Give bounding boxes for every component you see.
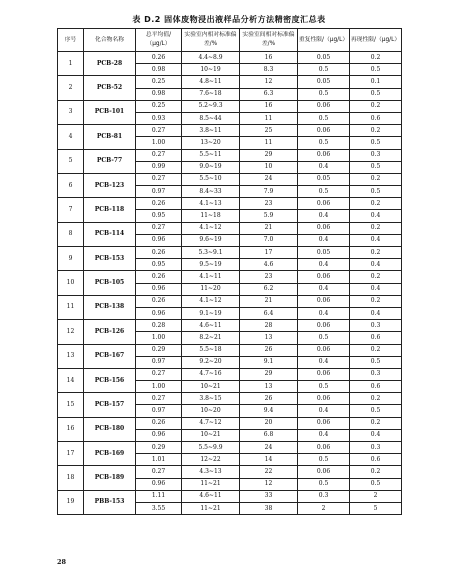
mean-value: 0.99 xyxy=(136,161,182,173)
intra-lab-rsd: 5.2~9.3 xyxy=(182,100,240,112)
table-row xyxy=(58,344,402,356)
mean-value: 1.00 xyxy=(136,137,182,149)
reproducibility-limit: 0.5 xyxy=(350,405,402,417)
repeatability-limit: 0.06 xyxy=(298,320,350,332)
intra-lab-rsd: 5.5~9.9 xyxy=(182,442,240,454)
repeatability-limit: 0.06 xyxy=(298,222,350,234)
inter-lab-rsd: 6.2 xyxy=(240,283,298,295)
repeatability-limit: 0.4 xyxy=(298,429,350,441)
mean-value: 0.95 xyxy=(136,259,182,271)
intra-lab-rsd: 4.3~13 xyxy=(182,466,240,478)
inter-lab-rsd: 23 xyxy=(240,198,298,210)
reproducibility-limit: 5 xyxy=(350,502,402,514)
mean-value: 0.27 xyxy=(136,149,182,161)
intra-lab-rsd: 4.6~11 xyxy=(182,490,240,502)
header-repeatability: 重复性限/（μg/L） xyxy=(298,29,350,52)
compound-name: PCB-156 xyxy=(84,368,136,392)
mean-value: 0.96 xyxy=(136,478,182,490)
reproducibility-limit: 0.2 xyxy=(350,344,402,356)
compound-name: PCB-169 xyxy=(84,442,136,466)
repeatability-limit: 0.06 xyxy=(298,295,350,307)
mean-value: 0.96 xyxy=(136,307,182,319)
inter-lab-rsd: 26 xyxy=(240,344,298,356)
repeatability-limit: 0.4 xyxy=(298,405,350,417)
mean-value: 1.00 xyxy=(136,381,182,393)
repeatability-limit: 0.05 xyxy=(298,52,350,64)
inter-lab-rsd: 38 xyxy=(240,502,298,514)
row-index: 11 xyxy=(58,295,84,319)
repeatability-limit: 0.05 xyxy=(298,76,350,88)
reproducibility-limit: 0.5 xyxy=(350,88,402,100)
mean-value: 0.26 xyxy=(136,247,182,259)
repeatability-limit: 0.06 xyxy=(298,417,350,429)
mean-value: 0.96 xyxy=(136,234,182,246)
reproducibility-limit: 0.2 xyxy=(350,271,402,283)
repeatability-limit: 0.4 xyxy=(298,259,350,271)
reproducibility-limit: 0.1 xyxy=(350,76,402,88)
inter-lab-rsd: 6.3 xyxy=(240,88,298,100)
reproducibility-limit: 0.5 xyxy=(350,161,402,173)
reproducibility-limit: 0.4 xyxy=(350,307,402,319)
table-row xyxy=(58,295,402,307)
inter-lab-rsd: 10 xyxy=(240,161,298,173)
inter-lab-rsd: 22 xyxy=(240,466,298,478)
inter-lab-rsd: 11 xyxy=(240,137,298,149)
compound-name: PBB-153 xyxy=(84,490,136,514)
table-header-row xyxy=(58,29,402,52)
compound-name: PCB-52 xyxy=(84,76,136,100)
reproducibility-limit: 0.6 xyxy=(350,112,402,124)
mean-value: 0.26 xyxy=(136,417,182,429)
intra-lab-rsd: 4.1~12 xyxy=(182,222,240,234)
compound-name: PCB-105 xyxy=(84,271,136,295)
table-row xyxy=(58,125,402,137)
intra-lab-rsd: 5.5~10 xyxy=(182,173,240,185)
repeatability-limit: 0.06 xyxy=(298,442,350,454)
repeatability-limit: 0.06 xyxy=(298,344,350,356)
inter-lab-rsd: 7.9 xyxy=(240,186,298,198)
table-title: 表 D.2 固体废物浸出液样品分析方法精密度汇总表 xyxy=(132,15,326,24)
row-index: 6 xyxy=(58,173,84,197)
mean-value: 0.97 xyxy=(136,405,182,417)
inter-lab-rsd: 7.0 xyxy=(240,234,298,246)
header-compound: 化合物名称 xyxy=(84,29,136,52)
mean-value: 0.96 xyxy=(136,283,182,295)
table-row xyxy=(58,52,402,64)
inter-lab-rsd: 8.3 xyxy=(240,64,298,76)
inter-lab-rsd: 14 xyxy=(240,454,298,466)
inter-lab-rsd: 6.4 xyxy=(240,307,298,319)
intra-lab-rsd: 4.4~8.9 xyxy=(182,52,240,64)
mean-value: 1.00 xyxy=(136,332,182,344)
reproducibility-limit: 0.6 xyxy=(350,454,402,466)
inter-lab-rsd: 25 xyxy=(240,125,298,137)
intra-lab-rsd: 8.5~44 xyxy=(182,112,240,124)
reproducibility-limit: 0.6 xyxy=(350,332,402,344)
header-intra-rsd: 实验室内相对标准偏差/% xyxy=(182,29,240,52)
intra-lab-rsd: 4.8~11 xyxy=(182,76,240,88)
intra-lab-rsd: 10~19 xyxy=(182,64,240,76)
mean-value: 0.26 xyxy=(136,295,182,307)
inter-lab-rsd: 29 xyxy=(240,368,298,380)
mean-value: 0.27 xyxy=(136,393,182,405)
repeatability-limit: 0.06 xyxy=(298,271,350,283)
inter-lab-rsd: 16 xyxy=(240,100,298,112)
intra-lab-rsd: 8.4~33 xyxy=(182,186,240,198)
row-index: 8 xyxy=(58,222,84,246)
reproducibility-limit: 2 xyxy=(350,490,402,502)
table-row xyxy=(58,222,402,234)
intra-lab-rsd: 4.7~12 xyxy=(182,417,240,429)
reproducibility-limit: 0.2 xyxy=(350,125,402,137)
reproducibility-limit: 0.5 xyxy=(350,478,402,490)
inter-lab-rsd: 12 xyxy=(240,478,298,490)
precision-table xyxy=(57,28,402,515)
mean-value: 0.26 xyxy=(136,271,182,283)
repeatability-limit: 0.5 xyxy=(298,64,350,76)
repeatability-limit: 0.5 xyxy=(298,186,350,198)
mean-value: 0.97 xyxy=(136,186,182,198)
row-index: 19 xyxy=(58,490,84,514)
intra-lab-rsd: 9.1~19 xyxy=(182,307,240,319)
repeatability-limit: 0.5 xyxy=(298,88,350,100)
intra-lab-rsd: 10~20 xyxy=(182,405,240,417)
table-row xyxy=(58,466,402,478)
reproducibility-limit: 0.5 xyxy=(350,356,402,368)
repeatability-limit: 2 xyxy=(298,502,350,514)
repeatability-limit: 0.5 xyxy=(298,381,350,393)
reproducibility-limit: 0.5 xyxy=(350,64,402,76)
header-inter-rsd: 实验室间相对标准偏差/% xyxy=(240,29,298,52)
inter-lab-rsd: 4.6 xyxy=(240,259,298,271)
reproducibility-limit: 0.4 xyxy=(350,234,402,246)
intra-lab-rsd: 11~18 xyxy=(182,210,240,222)
mean-value: 0.26 xyxy=(136,52,182,64)
reproducibility-limit: 0.2 xyxy=(350,52,402,64)
table-row xyxy=(58,417,402,429)
repeatability-limit: 0.4 xyxy=(298,210,350,222)
compound-name: PCB-114 xyxy=(84,222,136,246)
row-index: 18 xyxy=(58,466,84,490)
repeatability-limit: 0.06 xyxy=(298,466,350,478)
inter-lab-rsd: 13 xyxy=(240,381,298,393)
inter-lab-rsd: 16 xyxy=(240,52,298,64)
mean-value: 0.25 xyxy=(136,76,182,88)
inter-lab-rsd: 9.4 xyxy=(240,405,298,417)
repeatability-limit: 0.5 xyxy=(298,478,350,490)
intra-lab-rsd: 9.2~20 xyxy=(182,356,240,368)
repeatability-limit: 0.5 xyxy=(298,454,350,466)
row-index: 17 xyxy=(58,442,84,466)
repeatability-limit: 0.5 xyxy=(298,332,350,344)
intra-lab-rsd: 13~20 xyxy=(182,137,240,149)
mean-value: 0.96 xyxy=(136,429,182,441)
row-index: 2 xyxy=(58,76,84,100)
table-row xyxy=(58,173,402,185)
compound-name: PCB-123 xyxy=(84,173,136,197)
intra-lab-rsd: 3.8~11 xyxy=(182,125,240,137)
intra-lab-rsd: 5.5~18 xyxy=(182,344,240,356)
mean-value: 3.55 xyxy=(136,502,182,514)
compound-name: PCB-81 xyxy=(84,125,136,149)
mean-value: 1.11 xyxy=(136,490,182,502)
table-row xyxy=(58,368,402,380)
reproducibility-limit: 0.3 xyxy=(350,368,402,380)
row-index: 5 xyxy=(58,149,84,173)
inter-lab-rsd: 26 xyxy=(240,393,298,405)
compound-name: PCB-180 xyxy=(84,417,136,441)
repeatability-limit: 0.06 xyxy=(298,393,350,405)
reproducibility-limit: 0.5 xyxy=(350,186,402,198)
header-reproducibility: 再现性限/（μg/L） xyxy=(350,29,402,52)
intra-lab-rsd: 5.3~9.1 xyxy=(182,247,240,259)
inter-lab-rsd: 9.1 xyxy=(240,356,298,368)
mean-value: 0.97 xyxy=(136,356,182,368)
inter-lab-rsd: 21 xyxy=(240,222,298,234)
reproducibility-limit: 0.5 xyxy=(350,137,402,149)
inter-lab-rsd: 23 xyxy=(240,271,298,283)
intra-lab-rsd: 4.1~13 xyxy=(182,198,240,210)
inter-lab-rsd: 33 xyxy=(240,490,298,502)
table-row xyxy=(58,490,402,502)
page-number: 28 xyxy=(57,558,67,566)
intra-lab-rsd: 11~20 xyxy=(182,283,240,295)
table-row xyxy=(58,320,402,332)
reproducibility-limit: 0.2 xyxy=(350,173,402,185)
compound-name: PCB-28 xyxy=(84,52,136,76)
intra-lab-rsd: 4.1~11 xyxy=(182,271,240,283)
intra-lab-rsd: 9.0~19 xyxy=(182,161,240,173)
repeatability-limit: 0.3 xyxy=(298,490,350,502)
mean-value: 0.27 xyxy=(136,368,182,380)
compound-name: PCB-189 xyxy=(84,466,136,490)
compound-name: PCB-126 xyxy=(84,320,136,344)
intra-lab-rsd: 8.2~21 xyxy=(182,332,240,344)
row-index: 16 xyxy=(58,417,84,441)
repeatability-limit: 0.4 xyxy=(298,283,350,295)
repeatability-limit: 0.05 xyxy=(298,173,350,185)
table-row xyxy=(58,393,402,405)
row-index: 9 xyxy=(58,247,84,271)
mean-value: 0.95 xyxy=(136,210,182,222)
intra-lab-rsd: 3.8~15 xyxy=(182,393,240,405)
mean-value: 0.27 xyxy=(136,173,182,185)
inter-lab-rsd: 12 xyxy=(240,76,298,88)
intra-lab-rsd: 9.5~19 xyxy=(182,259,240,271)
compound-name: PCB-167 xyxy=(84,344,136,368)
compound-name: PCB-101 xyxy=(84,100,136,124)
table-row xyxy=(58,149,402,161)
mean-value: 0.25 xyxy=(136,100,182,112)
row-index: 7 xyxy=(58,198,84,222)
reproducibility-limit: 0.2 xyxy=(350,222,402,234)
table-row xyxy=(58,76,402,88)
compound-name: PCB-118 xyxy=(84,198,136,222)
row-index: 3 xyxy=(58,100,84,124)
intra-lab-rsd: 7.6~18 xyxy=(182,88,240,100)
repeatability-limit: 0.06 xyxy=(298,125,350,137)
mean-value: 0.27 xyxy=(136,125,182,137)
table-row xyxy=(58,271,402,283)
row-index: 1 xyxy=(58,52,84,76)
table-row xyxy=(58,442,402,454)
intra-lab-rsd: 5.5~11 xyxy=(182,149,240,161)
intra-lab-rsd: 9.6~19 xyxy=(182,234,240,246)
reproducibility-limit: 0.2 xyxy=(350,295,402,307)
table-row xyxy=(58,100,402,112)
compound-name: PCB-153 xyxy=(84,247,136,271)
reproducibility-limit: 0.2 xyxy=(350,466,402,478)
mean-value: 0.26 xyxy=(136,198,182,210)
mean-value: 0.27 xyxy=(136,222,182,234)
mean-value: 0.29 xyxy=(136,442,182,454)
intra-lab-rsd: 10~21 xyxy=(182,381,240,393)
table-row xyxy=(58,247,402,259)
reproducibility-limit: 0.4 xyxy=(350,429,402,441)
table-row xyxy=(58,198,402,210)
row-index: 15 xyxy=(58,393,84,417)
intra-lab-rsd: 4.1~12 xyxy=(182,295,240,307)
repeatability-limit: 0.06 xyxy=(298,368,350,380)
inter-lab-rsd: 29 xyxy=(240,149,298,161)
reproducibility-limit: 0.3 xyxy=(350,320,402,332)
inter-lab-rsd: 28 xyxy=(240,320,298,332)
intra-lab-rsd: 10~21 xyxy=(182,429,240,441)
intra-lab-rsd: 4.6~11 xyxy=(182,320,240,332)
mean-value: 0.29 xyxy=(136,344,182,356)
intra-lab-rsd: 11~21 xyxy=(182,478,240,490)
inter-lab-rsd: 13 xyxy=(240,332,298,344)
repeatability-limit: 0.4 xyxy=(298,307,350,319)
compound-name: PCB-77 xyxy=(84,149,136,173)
reproducibility-limit: 0.6 xyxy=(350,381,402,393)
row-index: 4 xyxy=(58,125,84,149)
mean-value: 0.98 xyxy=(136,88,182,100)
reproducibility-limit: 0.4 xyxy=(350,283,402,295)
mean-value: 1.01 xyxy=(136,454,182,466)
mean-value: 0.27 xyxy=(136,466,182,478)
repeatability-limit: 0.06 xyxy=(298,198,350,210)
reproducibility-limit: 0.4 xyxy=(350,259,402,271)
intra-lab-rsd: 12~22 xyxy=(182,454,240,466)
row-index: 10 xyxy=(58,271,84,295)
inter-lab-rsd: 24 xyxy=(240,173,298,185)
row-index: 12 xyxy=(58,320,84,344)
reproducibility-limit: 0.3 xyxy=(350,442,402,454)
repeatability-limit: 0.5 xyxy=(298,137,350,149)
row-index: 14 xyxy=(58,368,84,392)
reproducibility-limit: 0.3 xyxy=(350,149,402,161)
reproducibility-limit: 0.2 xyxy=(350,393,402,405)
repeatability-limit: 0.4 xyxy=(298,161,350,173)
mean-value: 0.28 xyxy=(136,320,182,332)
table-body xyxy=(58,52,402,515)
row-index: 13 xyxy=(58,344,84,368)
mean-value: 0.93 xyxy=(136,112,182,124)
reproducibility-limit: 0.2 xyxy=(350,247,402,259)
compound-name: PCB-138 xyxy=(84,295,136,319)
inter-lab-rsd: 24 xyxy=(240,442,298,454)
repeatability-limit: 0.4 xyxy=(298,356,350,368)
inter-lab-rsd: 17 xyxy=(240,247,298,259)
repeatability-limit: 0.5 xyxy=(298,112,350,124)
intra-lab-rsd: 4.7~16 xyxy=(182,368,240,380)
inter-lab-rsd: 6.8 xyxy=(240,429,298,441)
reproducibility-limit: 0.2 xyxy=(350,100,402,112)
header-index: 序号 xyxy=(58,29,84,52)
inter-lab-rsd: 21 xyxy=(240,295,298,307)
reproducibility-limit: 0.4 xyxy=(350,210,402,222)
compound-name: PCB-157 xyxy=(84,393,136,417)
intra-lab-rsd: 11~21 xyxy=(182,502,240,514)
mean-value: 0.98 xyxy=(136,64,182,76)
inter-lab-rsd: 5.9 xyxy=(240,210,298,222)
reproducibility-limit: 0.2 xyxy=(350,198,402,210)
repeatability-limit: 0.4 xyxy=(298,234,350,246)
repeatability-limit: 0.06 xyxy=(298,149,350,161)
inter-lab-rsd: 20 xyxy=(240,417,298,429)
header-mean: 总平均值/（μg/L） xyxy=(136,29,182,52)
repeatability-limit: 0.06 xyxy=(298,100,350,112)
repeatability-limit: 0.05 xyxy=(298,247,350,259)
reproducibility-limit: 0.2 xyxy=(350,417,402,429)
inter-lab-rsd: 11 xyxy=(240,112,298,124)
